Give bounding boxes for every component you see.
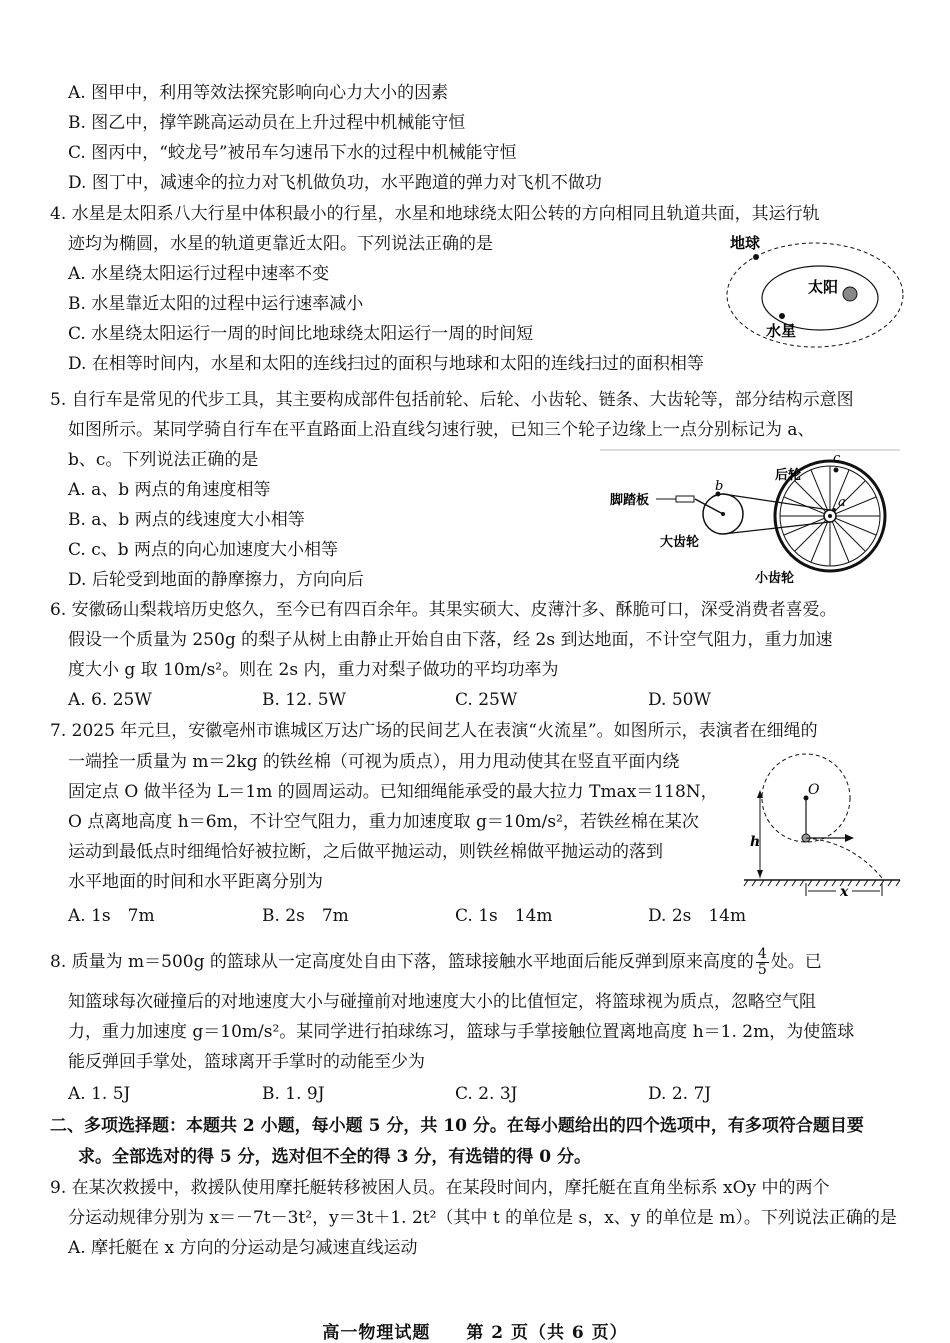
q3-option-d: D. 图丁中，减速伞的拉力对飞机做负功，水平跑道的弹力对飞机不做功	[68, 173, 602, 193]
q8-stem-part1: 8. 质量为 m＝500g 的篮球从一定高度处自由下落，篮球接触水平地面后能反弹到原来高度的	[50, 952, 754, 972]
q8-fraction-numerator: 4	[757, 946, 767, 962]
q9-stem: 9. 在某次救援中，救援队使用摩托艇转移被困人员。在某段时间内，摩托艇在直角坐标系 xOy 中的两个	[50, 1178, 830, 1198]
q8-fraction-denominator: 5	[757, 962, 767, 978]
x-label: x	[840, 884, 849, 898]
q3-option-a: A. 图甲中，利用等效法探究影响向心力大小的因素	[68, 83, 449, 103]
q4-stem: 4. 水星是太阳系八大行星中体积最小的行星，水星和地球绕太阳公转的方向相同且轨道共面，其运行轨	[50, 204, 820, 224]
point-c	[834, 468, 839, 473]
earth-label: 地球	[730, 235, 761, 252]
section2-heading-2: 求。全部选对的得 5 分，选对但不全的得 3 分，有选错的得 0 分。	[78, 1147, 591, 1167]
big-gear-label: 大齿轮	[660, 534, 700, 549]
point-a-label: a	[838, 495, 846, 510]
q7-option-d: D. 2s 14m	[648, 906, 747, 926]
earth-dot	[753, 254, 759, 260]
q6-option-a: A. 6. 25W	[68, 690, 152, 710]
q5-stem-2: 如图所示。某同学骑自行车在平直路面上沿直线匀速行驶，已知三个轮子边缘上一点分别标记为 a、	[68, 420, 815, 440]
point-a	[832, 508, 836, 512]
q7-stem: 7. 2025 年元旦，安徽亳州市谯城区万达广场的民间艺人在表演“火流星”。如图所示，表演者在细绳的	[50, 721, 818, 741]
q6-option-c: C. 25W	[455, 690, 518, 710]
page-footer: 高一物理试题 第 2 页（共 6 页）	[322, 1323, 628, 1343]
q8-stem	[50, 947, 822, 978]
q4-stem-2: 迹均为椭圆，水星的轨道更靠近太阳。下列说法正确的是	[68, 234, 493, 254]
point-c-label: c	[833, 451, 841, 466]
q5-option-d: D. 后轮受到地面的静摩擦力，方向向后	[68, 570, 364, 590]
q5-option-b: B. a、b 两点的线速度大小相等	[68, 510, 305, 530]
q7-option-b: B. 2s 7m	[262, 906, 349, 926]
pedal	[676, 496, 694, 502]
q7-option-c: C. 1s 14m	[455, 906, 553, 926]
small-gear-label: 小齿轮	[755, 570, 795, 585]
mercury-orbit	[762, 266, 878, 330]
q8-stem-4: 能反弹回手掌处，篮球离开手掌时的动能至少为	[68, 1052, 425, 1072]
velocity-arrowhead	[845, 834, 854, 842]
orbit-figure	[720, 230, 910, 350]
q6-stem-2: 假设一个质量为 250g 的梨子从树上由静止开始自由下落，经 2s 到达地面，不计空气阻力，重力加速	[68, 630, 833, 650]
height-arrowhead-bottom	[757, 870, 763, 878]
q3-option-c: C. 图丙中，“蛟龙号”被吊车匀速吊下水的过程中机械能守恒	[68, 143, 517, 163]
q5-stem-3: b、c。下列说法正确的是	[68, 450, 259, 470]
q7-option-a: A. 1s 7m	[68, 906, 155, 926]
q3-option-b: B. 图乙中，撑竿跳高运动员在上升过程中机械能守恒	[68, 113, 466, 133]
o-label: O	[808, 782, 820, 798]
q8-option-a: A. 1. 5J	[68, 1084, 131, 1104]
fire-meteor-figure	[742, 750, 902, 898]
q7-stem-4: O 点离地高度 h＝6m，不计空气阻力，重力加速度取 g＝10m/s²，若铁丝棉在某次	[68, 812, 699, 832]
q5-option-c: C. c、b 两点的向心加速度大小相等	[68, 540, 339, 560]
q9-stem-2: 分运动规律分别为 x＝－7t－3t²，y＝3t＋1. 2t²（其中 t 的单位是 s，x、y 的单位是 m）。下列说法正确的是	[68, 1208, 897, 1228]
point-b-label: b	[715, 479, 724, 494]
hub-dot	[828, 514, 832, 518]
q4-option-b: B. 水星靠近太阳的过程中运行速率减小	[68, 294, 364, 314]
crank-arm	[695, 499, 723, 514]
q4-option-d: D. 在相等时间内，水星和太阳的连线扫过的面积与地球和太阳的连线扫过的面积相等	[68, 354, 704, 374]
q9-option-a: A. 摩托艇在 x 方向的分运动是匀减速直线运动	[68, 1238, 418, 1258]
mercury-label: 水星	[766, 323, 797, 340]
q6-stem: 6. 安徽砀山梨栽培历史悠久，至今已有四百余年。其果实硕大、皮薄汁多、酥脆可口，深受消费者喜爱。	[50, 600, 837, 620]
q7-stem-2: 一端拴一质量为 m＝2kg 的铁丝棉（可视为质点），用力甩动使其在竖直平面内绕	[68, 752, 680, 772]
q5-stem: 5. 自行车是常见的代步工具，其主要构成部件包括前轮、后轮、小齿轮、链条、大齿轮等，部分结构示意图	[50, 390, 854, 410]
sun-dot	[843, 287, 857, 301]
q7-stem-5: 运动到最低点时细绳恰好被拉断，之后做平抛运动，则铁丝棉做平抛运动的落到	[68, 842, 663, 862]
h-label: h	[750, 834, 761, 850]
section2-heading: 二、多项选择题：本题共 2 小题，每小题 5 分，共 10 分。在每小题给出的四个选项中，有多项符合题目要	[50, 1116, 864, 1136]
q7-stem-6: 水平地面的时间和水平距离分别为	[68, 872, 323, 892]
ground-hatch	[744, 880, 900, 886]
q8-option-c: C. 2. 3J	[455, 1084, 518, 1104]
q4-option-c: C. 水星绕太阳运行一周的时间比地球绕太阳运行一周的时间短	[68, 324, 534, 344]
q8-option-d: D. 2. 7J	[648, 1084, 712, 1104]
q4-option-a: A. 水星绕太阳运行过程中速率不变	[68, 264, 330, 284]
mercury-dot	[779, 313, 785, 319]
q6-option-d: D. 50W	[648, 690, 711, 710]
rear-wheel-label: 后轮	[775, 467, 802, 482]
q8-fraction	[756, 947, 769, 978]
q8-stem-2: 知篮球每次碰撞后的对地速度大小与碰撞前对地速度大小的比值恒定，将篮球视为质点，忽略空气阻	[68, 992, 816, 1012]
q6-option-b: B. 12. 5W	[262, 690, 347, 710]
q8-stem-part2: 处。已	[770, 952, 822, 972]
q6-stem-3: 度大小 g 取 10m/s²。则在 2s 内，重力对梨子做功的平均功率为	[68, 660, 559, 680]
sun-label: 太阳	[808, 279, 839, 296]
pedal-label: 脚踏板	[610, 492, 650, 507]
q8-option-b: B. 1. 9J	[262, 1084, 325, 1104]
projectile-path	[806, 838, 882, 878]
q5-option-a: A. a、b 两点的角速度相等	[68, 480, 271, 500]
bicycle-figure	[600, 448, 905, 590]
q7-stem-3: 固定点 O 做半径为 L＝1m 的圆周运动。已知细绳能承受的最大拉力 Tmax＝118N，	[68, 782, 718, 802]
q8-stem-3: 力，重力加速度 g＝10m/s²。某同学进行拍球练习，篮球与手掌接触位置离地高度 h＝1. 2m，为使篮球	[68, 1022, 855, 1042]
